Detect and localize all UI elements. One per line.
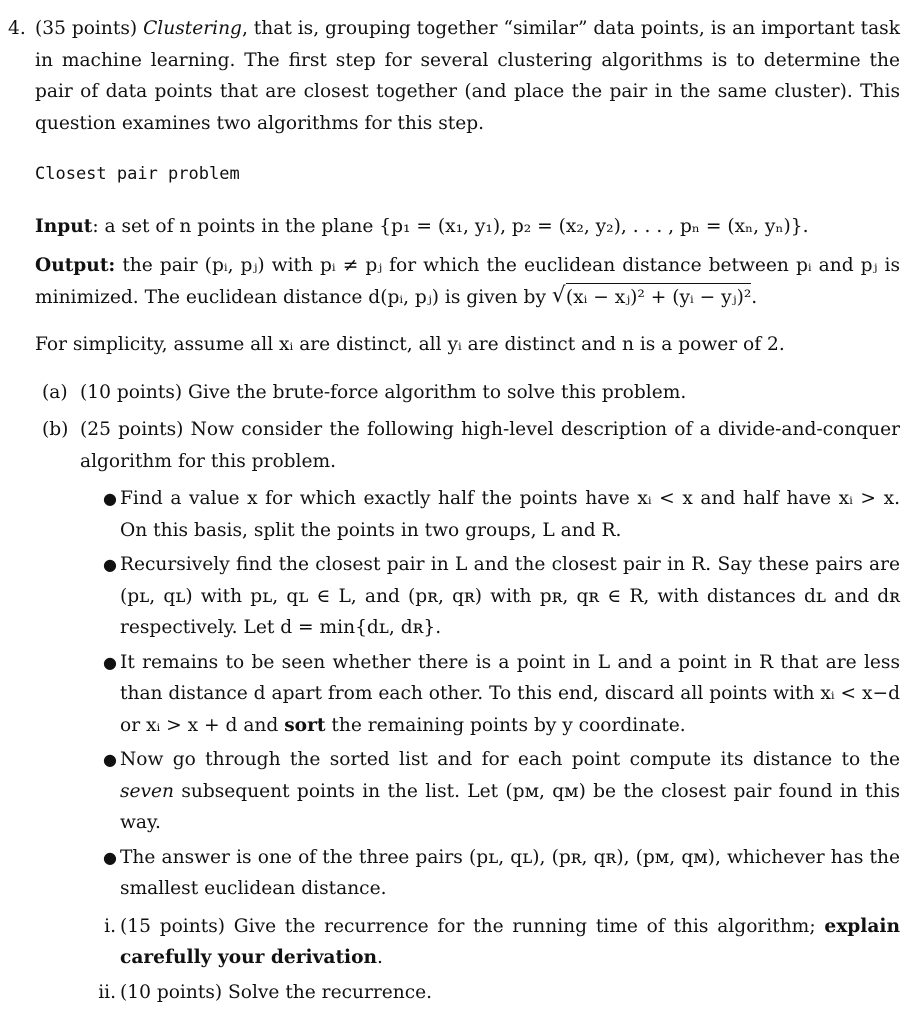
input-line bbox=[35, 211, 900, 243]
subpart-i-label: i. bbox=[104, 915, 116, 937]
step-1-text: Find a value x for which exactly half the points have xᵢ < x and half have xᵢ > x. On this basis, split the points in two groups, L and R. bbox=[120, 488, 900, 541]
step-4-text-a: Now go through the sorted list and for each point compute its distance to the bbox=[120, 749, 900, 770]
list-item bbox=[80, 842, 900, 905]
step-2-text: Recursively find the closest pair in L and the closest pair in R. Say these pairs are (pʟ, qʟ) with pʟ, qʟ ∈ L, and (pʀ, qʀ) with pʀ, qʀ ∈ R, with distances dʟ and dʀ respectively. Let d = min{dʟ, dʀ}. bbox=[120, 554, 900, 638]
step-3-text-b: the remaining points by y coordinate. bbox=[325, 714, 686, 736]
document-page bbox=[0, 13, 900, 1014]
step-3-text bbox=[120, 647, 900, 742]
step-3-bold: sort bbox=[284, 714, 326, 736]
bullet-icon: ● bbox=[103, 489, 117, 508]
subpart-ii-text: (10 points) Solve the recurrence. bbox=[120, 981, 433, 1003]
part-b-text: (25 points) Now consider the following high-level description of a divide-and-conquer algorithm for this problem. bbox=[80, 419, 900, 472]
subpart-i-text bbox=[120, 911, 900, 974]
list-item bbox=[80, 647, 900, 742]
simplicity-note: For simplicity, assume all xᵢ are distinct, all yᵢ are distinct and n is a power of 2. bbox=[35, 334, 785, 355]
output-text-1: the pair (pᵢ, pⱼ) with pᵢ ≠ pⱼ for which the euclidean distance between pᵢ and pⱼ is minimized. The euclidean distance d(pᵢ, pⱼ) is given by bbox=[35, 255, 900, 308]
intro-points: (35 points) bbox=[35, 18, 138, 39]
input-text: : a set of n points in the plane {p₁ = (x₁, y₁), p₂ = (x₂, y₂), . . . , pₙ = (xₙ, yₙ)}. bbox=[92, 215, 809, 237]
list-item bbox=[80, 549, 900, 644]
step-5-text: The answer is one of the three pairs (pʟ, qʟ), (pʀ, qʀ), (pᴍ, qᴍ), whichever has the smallest euclidean distance. bbox=[120, 846, 900, 899]
output-paragraph bbox=[35, 250, 900, 313]
subpart-ii bbox=[80, 977, 900, 1009]
subpart-i-end: . bbox=[377, 947, 383, 968]
output-text-2: . bbox=[751, 286, 758, 308]
bullet-icon: ● bbox=[103, 555, 117, 574]
part-a-label: (a) bbox=[42, 381, 68, 403]
algorithm-steps bbox=[80, 483, 900, 905]
question-intro bbox=[35, 13, 900, 139]
input-label: Input bbox=[35, 215, 93, 237]
question-number: 4. bbox=[8, 18, 26, 39]
subpart-i-text-a: (15 points) Give the recurrence for the running time of this algorithm; bbox=[120, 915, 825, 937]
subparts-list bbox=[80, 911, 900, 1009]
part-b bbox=[35, 414, 900, 1008]
step-4-text-b: subsequent points in the list. Let (pᴍ, qᴍ) be the closest pair found in this way. bbox=[120, 780, 900, 833]
parts-list bbox=[35, 377, 900, 1009]
subpart-i bbox=[80, 911, 900, 974]
output-label: Output: bbox=[35, 255, 116, 276]
part-a bbox=[35, 377, 900, 409]
list-item bbox=[80, 744, 900, 839]
question-4 bbox=[0, 13, 900, 1008]
subpart-i-bold: explain carefully your derivation bbox=[120, 915, 900, 968]
part-b-label: (b) bbox=[42, 419, 69, 440]
part-a-text: (10 points) Give the brute-force algorithm to solve this problem. bbox=[80, 381, 687, 403]
bullet-icon: ● bbox=[103, 750, 117, 769]
list-item bbox=[80, 483, 900, 546]
sqrt-formula bbox=[552, 282, 751, 314]
bullet-icon: ● bbox=[103, 847, 117, 867]
intro-term: Clustering bbox=[143, 18, 242, 39]
step-3-text-a: It remains to be seen whether there is a point in L and a point in R that are less than distance d apart from each other. To this end, discard all points with xᵢ < x−d or xᵢ > x + d and bbox=[120, 651, 900, 736]
output-formula: (xᵢ − xⱼ)² + (yᵢ − yⱼ)² bbox=[566, 283, 751, 311]
step-4-text bbox=[120, 744, 900, 839]
step-4-em: seven bbox=[120, 780, 175, 802]
bullet-icon: ● bbox=[103, 652, 117, 672]
problem-title: Closest pair problem bbox=[35, 164, 240, 184]
subpart-ii-label: ii. bbox=[98, 981, 116, 1003]
intro-rest: , that is, grouping together “similar” data points, is an important task in machine learning. The first step for several clustering algorithms is to determine the pair of data points that are closest together (and place the pair in the same cluster). This question examines two algorithms for this step. bbox=[35, 18, 900, 134]
